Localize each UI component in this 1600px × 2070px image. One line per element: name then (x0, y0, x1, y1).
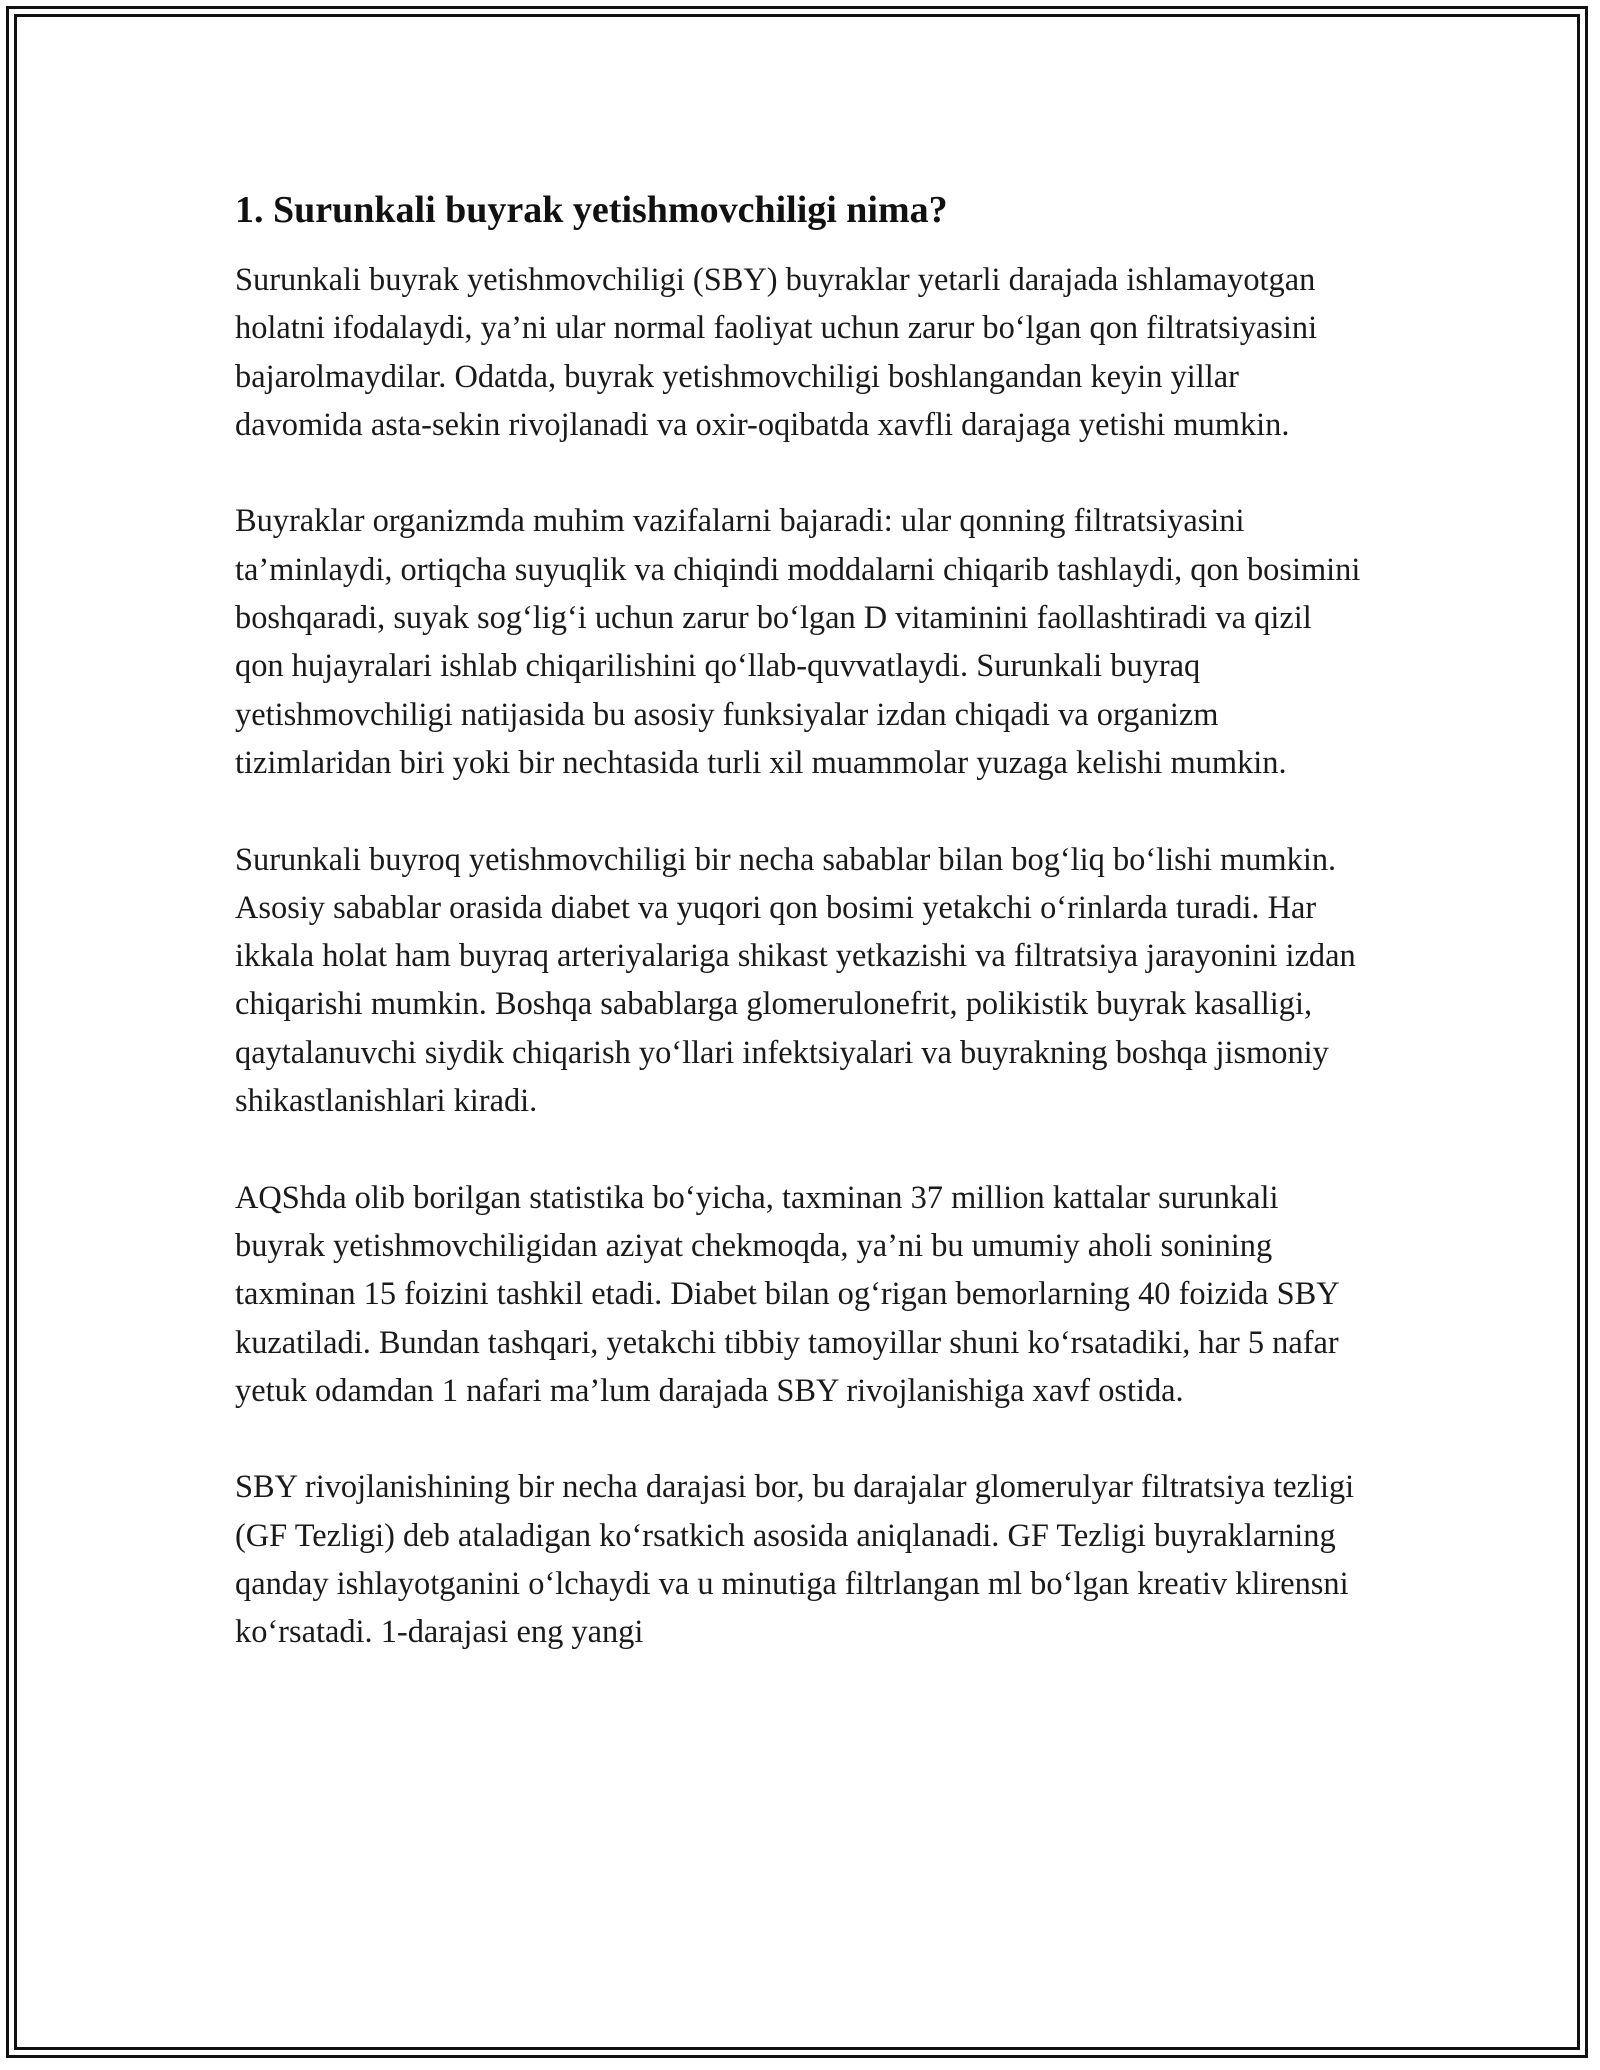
paragraph-stages: SBY rivojlanishining bir necha darajasi bor, bu darajalar glomerulyar filtratsiya tezligi (GF Tezligi) deb ataladigan ko‘rsatkich asosida aniqlanadi. GF Tezligi buyraklarning qanday ishlayotganini o‘lchaydi va u minutiga filtrlangan ml bo‘lgan kreativ klirensni ko‘rsatadi. 1-darajasi eng yangi (235, 1469, 1355, 1651)
section-heading: 1. Surunkali buyrak yetishmovchiligi nima? (235, 189, 948, 231)
paragraph-definition: Surunkali buyrak yetishmovchiligi (SBY) buyraklar yetarli darajada ishlamayotgan holatni ifodalaydi, ya’ni ular normal faoliyat uchun zarur bo‘lgan qon filtratsiyasini bajarolmaydilar. Odatda, buyrak yetishmovchiligi boshlangandan keyin yillar davomida asta-sekin rivojlanadi va oxir-oqibatda xavfli darajaga yetishi mumkin. (235, 262, 1318, 443)
document-body (235, 186, 1365, 1657)
paragraph-kidney-functions: Buyraklar organizmda muhim vazifalarni bajaradi: ular qonning filtratsiyasini ta’minlaydi, ortiqcha suyuqlik va chiqindi moddalarni chiqarib tashlaydi, qon bosimini boshqaradi, suyak sog‘lig‘i uchun zarur bo‘lgan D vitaminini faollashtiradi va qizil qon hujayralari ishlab chiqarilishini qo‘llab-quvvatlaydi. Surunkali buyraq yetishmovchiligi natijasida bu asosiy funksiyalar izdan chiqadi va organizm tizimlaridan biri yoki bir nechtasida turli xil muammolar yuzaga kelishi mumkin. (235, 503, 1361, 781)
paragraph-statistics: AQShda olib borilgan statistika bo‘yicha, taxminan 37 million kattalar surunkali buyrak yetishmovchiligidan aziyat chekmoqda, ya’ni bu umumiy aholi sonining taxminan 15 foizini tashkil etadi. Diabet bilan og‘rigan bemorlarning 40 foizida SBY kuzatiladi. Bundan tashqari, yetakchi tibbiy tamoyillar shuni ko‘rsatadiki, har 5 nafar yetuk odamdan 1 nafari ma’lum darajada SBY rivojlanishiga xavf ostida. (235, 1179, 1339, 1409)
paragraph-causes: Surunkali buyroq yetishmovchiligi bir necha sabablar bilan bog‘liq bo‘lishi mumkin. Asosiy sabablar orasida diabet va yuqori qon bosimi yetakchi o‘rinlarda turadi. Har ikkala holat ham buyraq arteriyalariga shikast yetkazishi va filtratsiya jarayonini izdan chiqarishi mumkin. Boshqa sabablarga glomerulonefrit, polikistik buyrak kasalligi, qaytalanuvchi siydik chiqarish yo‘llari infektsiyalari va buyrakning boshqa jismoniy shikastlanishlari kiradi. (235, 841, 1356, 1120)
